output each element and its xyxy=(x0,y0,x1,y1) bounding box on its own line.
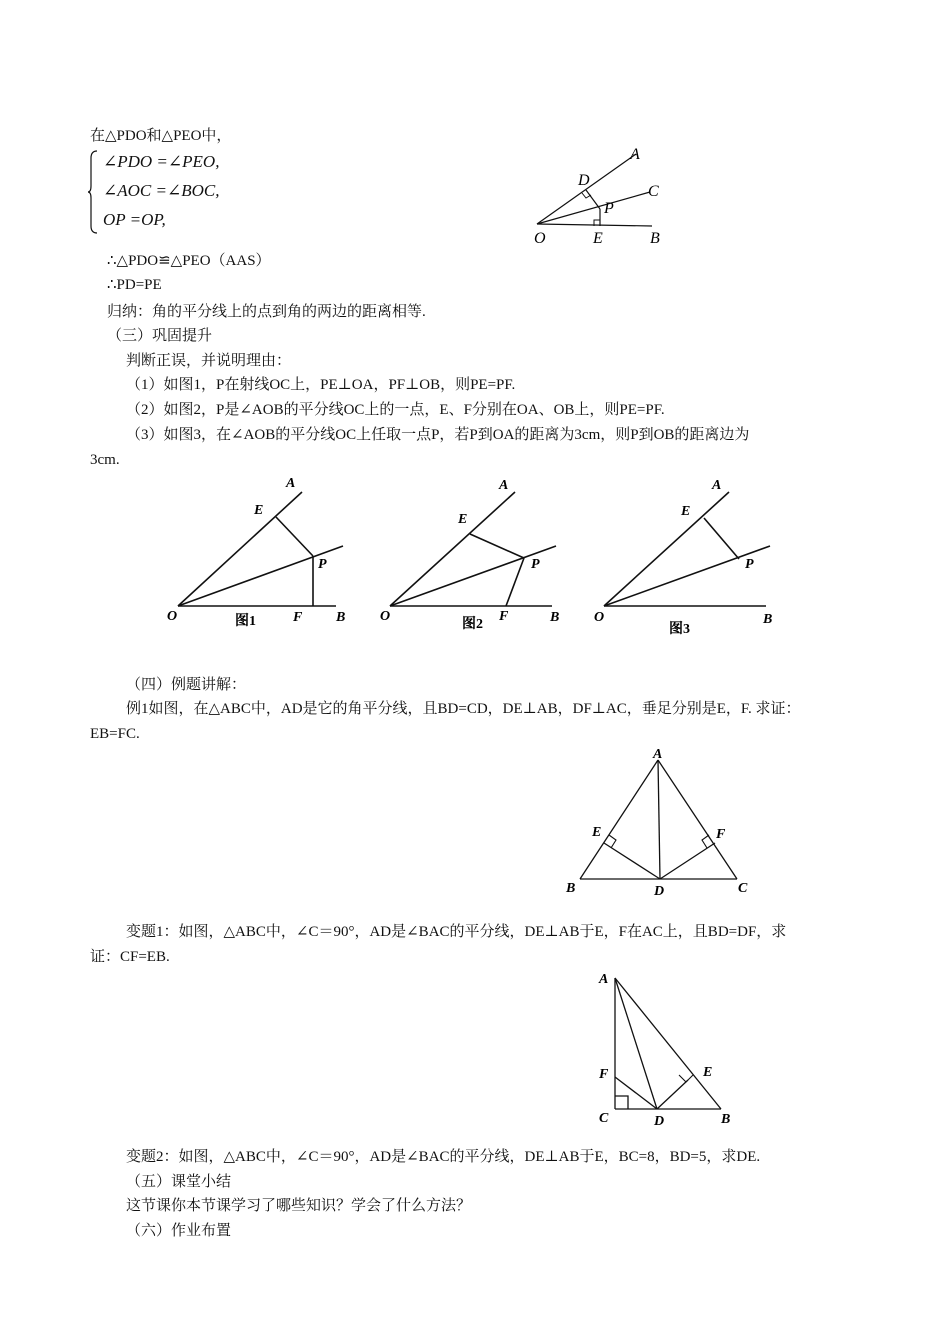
fig2-label-E: E xyxy=(458,512,468,527)
section-3-title: （三）巩固提升 xyxy=(107,328,213,344)
var1-label-B: B xyxy=(721,1112,731,1127)
ex1-label-C: C xyxy=(738,881,748,896)
fig1-label-O: O xyxy=(167,609,178,624)
example-1-line-1: 例1如图，在△ABC中，AD是它的角平分线，且BD=CD，DE⊥AB，DF⊥AC，垂足分别是E，F. 求证： xyxy=(126,701,801,717)
fig3-label-O: O xyxy=(594,610,605,625)
example-1-line-2: EB=FC. xyxy=(90,726,140,742)
fig3-label-B: B xyxy=(763,612,773,627)
fig1-label-B: B xyxy=(336,610,346,625)
system-eq-3: OP =OP, xyxy=(103,210,166,229)
question-1: （1）如图1，P在射线OC上，PE⊥OA，PF⊥OB，则PE=PF. xyxy=(126,377,516,393)
fig1-caption: 图1 xyxy=(235,614,256,629)
figure-2 xyxy=(375,470,575,635)
section-6-title: （六）作业布置 xyxy=(126,1223,232,1239)
var1-label-F: F xyxy=(599,1067,609,1082)
variant-2: 变题2：如图，△ABC中，∠C＝90°，AD是∠BAC的平分线，DE⊥AB于E，BC=8，BD=5，求DE. xyxy=(126,1149,761,1165)
system-eq-1: ∠PDO =∠PEO, xyxy=(103,152,220,171)
ex1-label-D: D xyxy=(654,884,665,899)
conclusion-equal: ∴PD=PE xyxy=(107,277,162,293)
variant-1-line-1: 变题1：如图，△ABC中，∠C＝90°，AD是∠BAC的平分线，DE⊥AB于E，F在AC上，且BD=DF，求 xyxy=(126,924,787,940)
ex1-label-F: F xyxy=(716,827,726,842)
fig3-label-A: A xyxy=(712,478,722,493)
fig1-label-F: F xyxy=(293,610,303,625)
label-E: E xyxy=(593,230,603,247)
fig2-caption: 图2 xyxy=(462,617,483,632)
figure-variant-1 xyxy=(590,962,750,1132)
fig2-label-P: P xyxy=(531,557,540,572)
ex1-label-E: E xyxy=(592,825,602,840)
fig1-label-P: P xyxy=(318,557,327,572)
label-A: A xyxy=(630,146,640,163)
label-B: B xyxy=(650,230,660,247)
fig3-caption: 图3 xyxy=(669,622,690,637)
var1-label-A: A xyxy=(599,972,609,987)
system-brace xyxy=(88,150,98,234)
fig1-label-E: E xyxy=(254,503,264,518)
fig1-label-A: A xyxy=(286,476,296,491)
figure-1 xyxy=(160,470,360,635)
question-3-line-2: 3cm. xyxy=(90,452,120,468)
variant-1-line-2: 证：CF=EB. xyxy=(90,949,170,965)
summary-question: 这节课你本节课学习了哪些知识？学会了什么方法？ xyxy=(126,1198,472,1214)
label-C: C xyxy=(648,183,659,200)
judge-intro: 判断正误，并说明理由： xyxy=(126,353,292,369)
system-eq-2: ∠AOC =∠BOC, xyxy=(103,181,220,200)
fig2-label-A: A xyxy=(499,478,509,493)
figure-angle-bisector xyxy=(520,140,680,250)
fig3-label-E: E xyxy=(681,504,691,519)
question-3-line-1: （3）如图3，在∠AOB的平分线OC上任取一点P，若P到OA的距离为3cm，则P到OB的距离边为 xyxy=(126,427,750,443)
section-5-title: （五）课堂小结 xyxy=(126,1174,232,1190)
figure-example-1 xyxy=(560,742,760,902)
fig3-label-P: P xyxy=(745,557,754,572)
question-2: （2）如图2，P是∠AOB的平分线OC上的一点，E、F分别在OA、OB上，则PE=PF. xyxy=(126,402,665,418)
intro-line: 在△PDO和△PEO中， xyxy=(90,128,232,144)
figure-3 xyxy=(590,470,790,640)
var1-label-C: C xyxy=(599,1111,609,1126)
section-4-title: （四）例题讲解： xyxy=(126,677,247,693)
label-D: D xyxy=(578,172,590,189)
fig2-label-B: B xyxy=(550,610,560,625)
fig2-label-F: F xyxy=(499,609,509,624)
label-O: O xyxy=(534,230,546,247)
var1-label-D: D xyxy=(654,1114,665,1129)
fig2-label-O: O xyxy=(380,609,391,624)
ex1-label-B: B xyxy=(566,881,576,896)
ex1-label-A: A xyxy=(653,747,663,762)
var1-label-E: E xyxy=(703,1065,713,1080)
conclusion-congruent: ∴△PDO≌△PEO（AAS） xyxy=(107,253,271,269)
label-P: P xyxy=(604,200,614,217)
summary-statement: 归纳：角的平分线上的点到角的两边的距离相等. xyxy=(107,304,426,320)
